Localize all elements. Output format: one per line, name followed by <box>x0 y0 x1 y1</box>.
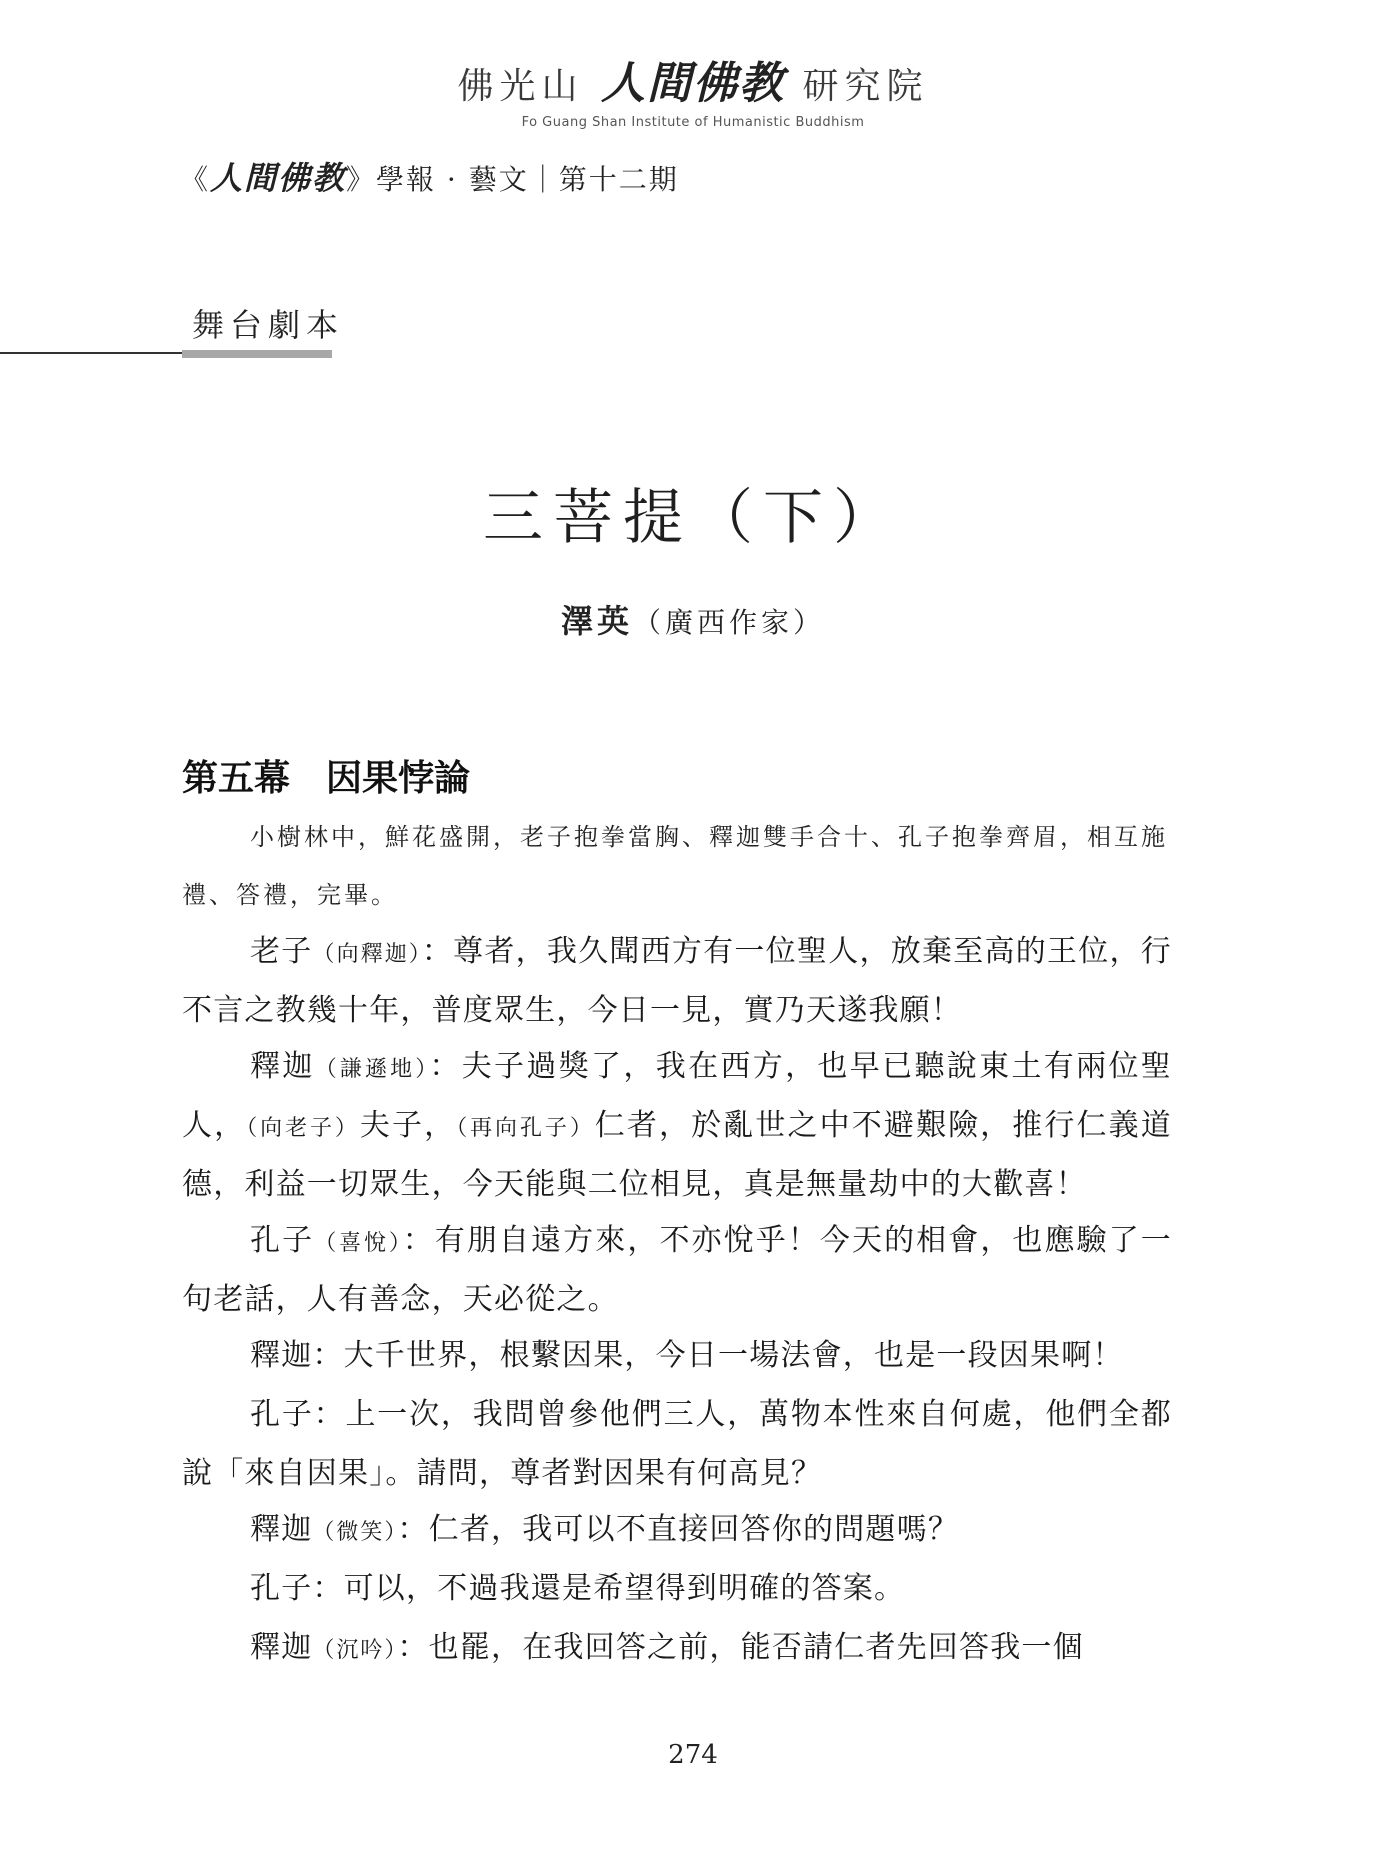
speaker: 釋迦 <box>250 1630 313 1665</box>
dialogue-line <box>182 1387 1172 1502</box>
speech: ：大千世界，根繫因果，今日一場法會，也是一段因果啊！ <box>312 1338 1124 1373</box>
speaker-direction: （再向孔子） <box>456 1116 595 1141</box>
speaker-direction: （微笑） <box>312 1520 398 1545</box>
logo-brand-text: 人間佛教 <box>601 58 785 109</box>
speaker: 釋迦 <box>250 1512 313 1547</box>
speaker: 釋迦 <box>250 1049 315 1084</box>
stage-direction: 小樹林中，鮮花盛開，老子抱拳當胸、釋迦雙手合十、孔子抱拳齊眉，相互施禮、答禮，完畢。 <box>182 823 1168 909</box>
speaker: 釋迦 <box>250 1338 313 1373</box>
speaker-direction: （向老子） <box>246 1116 360 1141</box>
speech: ：夫子過獎了，我在西方，也早已聽說東土有兩位聖人， <box>182 1049 1172 1143</box>
speaker-direction: （喜悅） <box>314 1231 403 1256</box>
logo-right-text: 研究院 <box>802 66 929 107</box>
author-name: 澤英 <box>560 602 633 640</box>
speaker-direction: （沉吟） <box>312 1638 398 1663</box>
speech: ：上一次，我問曾參他們三人，萬物本性來自何處，他們全都說「來自因果」。請問，尊者對因果有何高見？ <box>182 1397 1172 1491</box>
institute-logo <box>0 60 1386 130</box>
journal-brand: 人間佛教 <box>210 159 347 197</box>
speech: ：仁者，我可以不直接回答你的問題嗎？ <box>397 1512 960 1547</box>
dialogue-line <box>182 1328 1172 1387</box>
section-underline-bar <box>182 350 332 358</box>
logo-english-text: Fo Guang Shan Institute of Humanistic Buddhism <box>521 115 865 130</box>
speaker: 孔子 <box>250 1223 315 1258</box>
speech: ：有朋自遠方來，不亦悅乎！今天的相會，也應驗了一句老話，人有善念，天必從之。 <box>182 1223 1172 1317</box>
dialogue-line <box>182 1039 1172 1213</box>
dialogue-line <box>182 1561 1172 1620</box>
article-title: 三菩提（下） <box>483 483 903 553</box>
speech: 夫子， <box>359 1108 457 1143</box>
journal-open-bracket: 《 <box>180 163 211 196</box>
author-affiliation: （廣西作家） <box>633 606 826 639</box>
speaker: 孔子 <box>250 1397 314 1432</box>
journal-running-header <box>180 158 679 200</box>
act-name: 因果悖論 <box>326 757 471 799</box>
speaker-direction: （謙遜地） <box>314 1057 430 1082</box>
speaker: 老子 <box>250 934 313 969</box>
dialogue-line <box>182 1213 1172 1328</box>
logo-wordmark <box>0 60 1386 111</box>
act-heading <box>182 750 470 801</box>
dialogue-line <box>182 1502 1172 1561</box>
dialogue-line <box>182 1620 1172 1679</box>
speech: 仁者，於亂世之中不避艱險，推行仁義道德，利益一切眾生，今天能與二位相見，真是無量劫中的大歡喜！ <box>182 1108 1172 1202</box>
speaker-direction: （向釋迦） <box>312 942 422 967</box>
script-body <box>182 808 1172 1679</box>
page-number: 274 <box>668 1740 718 1770</box>
dialogue-line <box>182 924 1172 1039</box>
section-label: 舞台劇本 <box>192 306 345 344</box>
speech: ：可以，不過我還是希望得到明確的答案。 <box>312 1571 906 1606</box>
speech: ：尊者，我久聞西方有一位聖人，放棄至高的王位，行不言之教幾十年，普度眾生，今日一見，實乃天遂我願！ <box>182 934 1172 1028</box>
speech: ：也罷，在我回答之前，能否請仁者先回答我一個 <box>397 1630 1084 1665</box>
speaker: 孔子 <box>250 1571 313 1606</box>
journal-issue: 》學報 · 藝文｜第十二期 <box>346 163 679 196</box>
logo-left-text: 佛光山 <box>457 66 584 107</box>
article-author <box>0 596 1386 642</box>
act-number: 第五幕 <box>182 757 291 799</box>
